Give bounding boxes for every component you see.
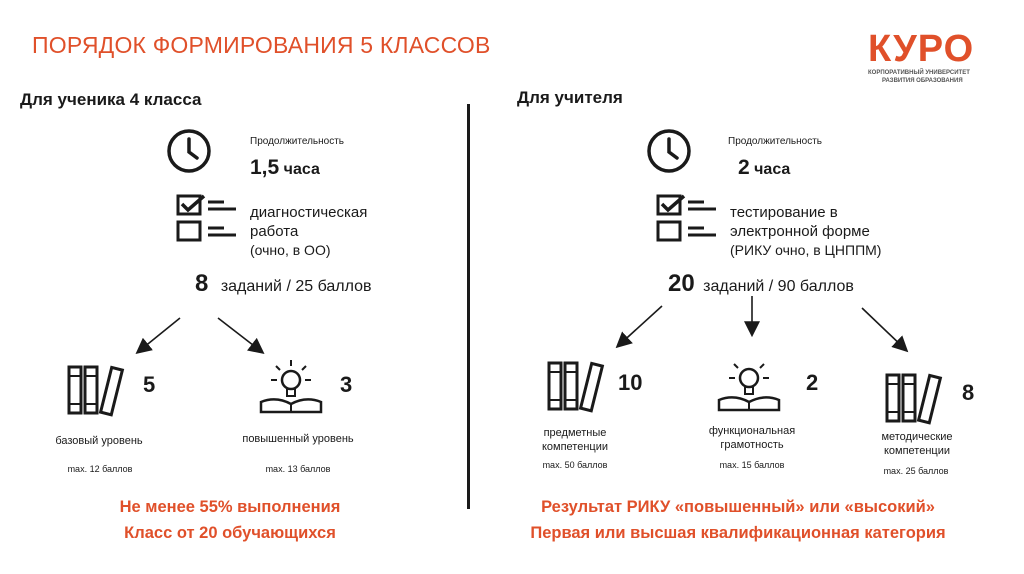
left-footer-line2: Класс от 20 обучающихся [124,524,336,542]
right-tasks-number: 20 [668,270,695,297]
left-branch1-max: max. 12 баллов [67,464,133,474]
left-duration-unit: часа [283,161,320,178]
right-work-line2: электронной форме [730,223,870,240]
books-icon [884,372,948,424]
right-branch3-count: 8 [962,380,975,405]
right-duration-label: Продолжительность [728,136,822,147]
page-title: ПОРЯДОК ФОРМИРОВАНИЯ 5 КЛАССОВ [32,32,491,58]
right-branch3-label [862,430,972,458]
left-work-line2: работа [250,223,299,240]
right-branch2-label [692,424,812,452]
left-duration-label: Продолжительность [250,136,344,147]
right-branch3-label-line2: компетенции [883,445,951,457]
left-branch1-label: базовый уровень [55,435,143,447]
lightbulb-book-icon [258,358,324,418]
checklist-icon [656,194,718,244]
right-duration-unit: часа [754,161,791,178]
lightbulb-book-icon [716,356,782,416]
right-branch2-max: max. 15 баллов [719,460,785,470]
right-branch2-count: 2 [806,370,819,395]
right-branch2-label-line2: грамотность [720,439,784,451]
right-branch3-max: max. 25 баллов [883,466,949,476]
logo-text: КУРО [868,28,975,70]
books-icon [66,364,130,416]
left-work-line3: (очно, в ОО) [250,242,331,258]
right-branch3-label-line1: методические [881,431,953,443]
left-branch1-count: 5 [143,372,156,397]
books-icon [546,360,610,412]
left-branch2-max: max. 13 баллов [265,464,331,474]
right-branch1-label-line1: предметные [543,427,607,439]
logo-subtitle-2: РАЗВИТИЯ ОБРАЗОВАНИЯ [882,78,963,84]
left-work-line1: диагностическая [250,204,368,221]
right-duration-number: 2 [738,156,750,179]
right-work-line1: тестирование в [730,204,838,221]
left-heading: Для ученика 4 класса [20,90,202,109]
right-heading: Для учителя [517,88,623,107]
right-footer [478,494,998,546]
left-tasks-text: заданий / 25 баллов [220,278,372,295]
left-branch2-count: 3 [340,372,353,397]
left-footer-line1: Не менее 55% выполнения [119,498,341,516]
right-duration [738,156,790,180]
left-branch2-label: повышенный уровень [242,433,354,445]
right-branch2-label-line1: функциональная [708,425,796,437]
right-branch1-max: max. 50 баллов [542,460,608,470]
right-footer-line2: Первая или высшая квалификационная категория [530,524,946,542]
left-footer [40,494,420,546]
left-tasks-number: 8 [195,270,209,297]
right-footer-line1: Результат РИКУ «повышенный» или «высокий» [541,498,935,516]
clock-icon [646,128,692,174]
right-tasks [668,270,854,298]
logo-subtitle-1: КОРПОРАТИВНЫЙ УНИВЕРСИТЕТ [868,70,970,76]
right-work-description [730,203,881,260]
right-tasks-text: заданий / 90 баллов [703,278,854,295]
right-branch1-label-line2: компетенции [541,441,609,453]
right-work-line3: (РИКУ очно, в ЦНППМ) [730,242,882,258]
right-branch1-label [520,426,630,454]
right-branch1-count: 10 [618,370,643,395]
left-duration-number: 1,5 [250,156,280,179]
